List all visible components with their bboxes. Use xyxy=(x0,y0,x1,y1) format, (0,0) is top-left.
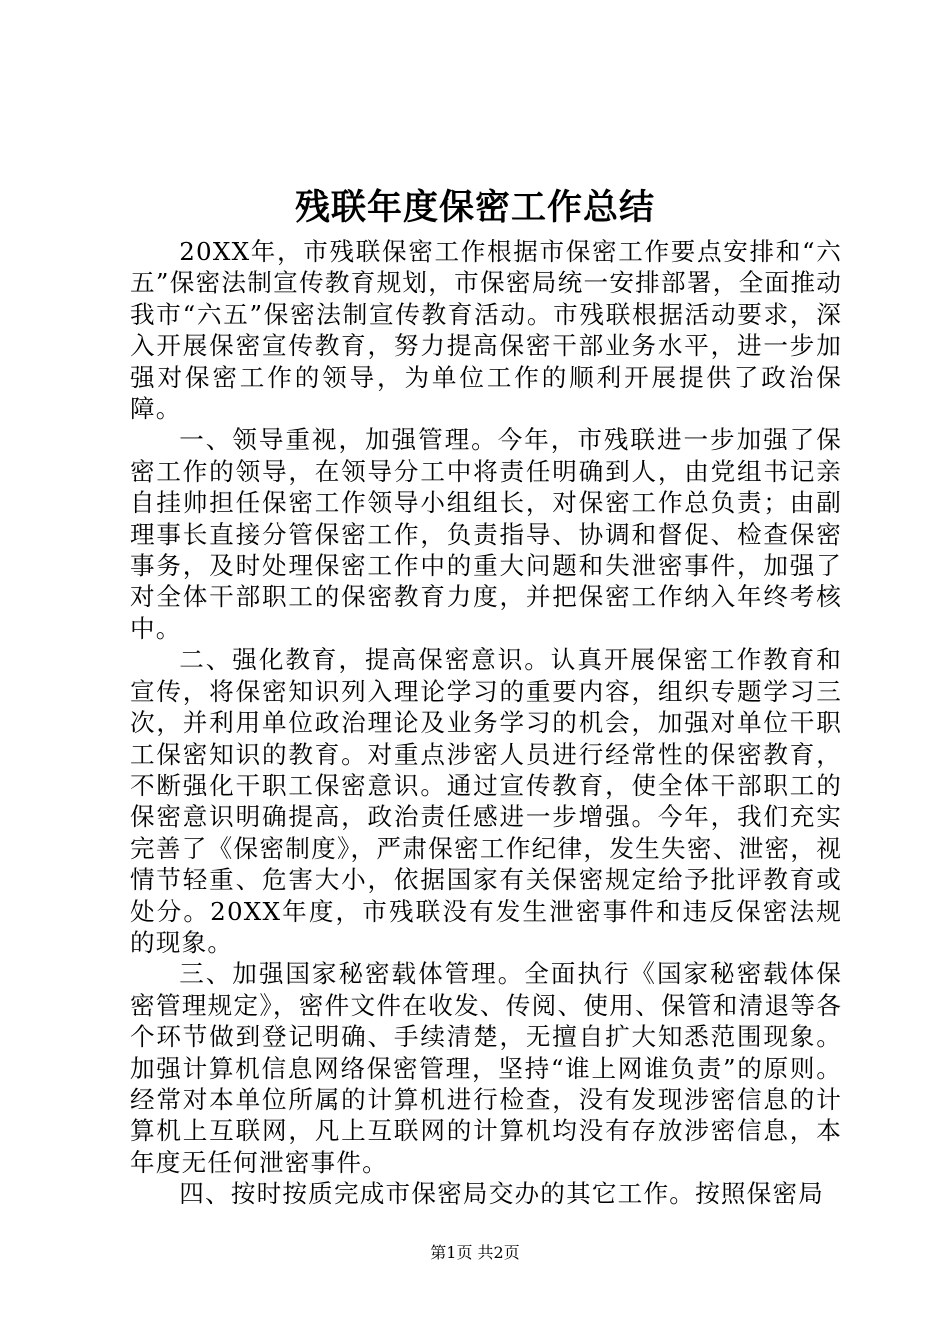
document-title: 残联年度保密工作总结 xyxy=(294,187,655,228)
page-footer: 第1页 共2页 xyxy=(430,1243,520,1262)
paragraph-intro: 20XX年，市残联保密工作根据市保密工作要点安排和“六五”保密法制宣传教育规划，市保密局统一安排部署，全面推动我市“六五”保密法制宣传教育活动。市残联根据活动要求，深入开展保密宣传教育，努力提高保密干部业务水平，进一步加强对保密工作的领导，为单位工作的顺利开展提供了政治保障。 xyxy=(130,237,842,424)
paragraph-section-3: 三、加强国家秘密载体管理。全面执行《国家秘密载体保密管理规定》，密件文件在收发、传阅、使用、保管和清退等各个环节做到登记明确、手续清楚，无擅自扩大知悉范围现象。加强计算机信息网络保密管理，坚持“谁上网谁负责”的原则。经常对本单位所属的计算机进行检查，没有发现涉密信息的计算机上互联网，凡上互联网的计算机均没有存放涉密信息，本年度无任何泄密事件。 xyxy=(130,959,842,1177)
paragraph-section-1: 一、领导重视，加强管理。今年，市残联进一步加强了保密工作的领导，在领导分工中将责任明确到人，由党组书记亲自挂帅担任保密工作领导小组组长，对保密工作总负责；由副理事长直接分管保密工作，负责指导、协调和督促、检查保密事务，及时处理保密工作中的重大问题和失泄密事件，加强了对全体干部职工的保密教育力度，并把保密工作纳入年终考核中。 xyxy=(130,425,842,643)
paragraph-section-4: 四、按时按质完成市保密局交办的其它工作。按照保密局 xyxy=(179,1179,825,1209)
document-body xyxy=(130,236,842,1210)
paragraph-section-2: 二、强化教育，提高保密意识。认真开展保密工作教育和宣传，将保密知识列入理论学习的重要内容，组织专题学习三次，并利用单位政治理论及业务学习的机会，加强对单位干职工保密知识的教育。对重点涉密人员进行经常性的保密教育，不断强化干职工保密意识。通过宣传教育，使全体干部职工的保密意识明确提高，政治责任感进一步增强。今年，我们充实完善了《保密制度》，严肃保密工作纪律，发生失密、泄密，视情节轻重、危害大小，依据国家有关保密规定给予批评教育或处分。20XX年度，市残联没有发生泄密事件和违反保密法规的现象。 xyxy=(130,645,842,957)
